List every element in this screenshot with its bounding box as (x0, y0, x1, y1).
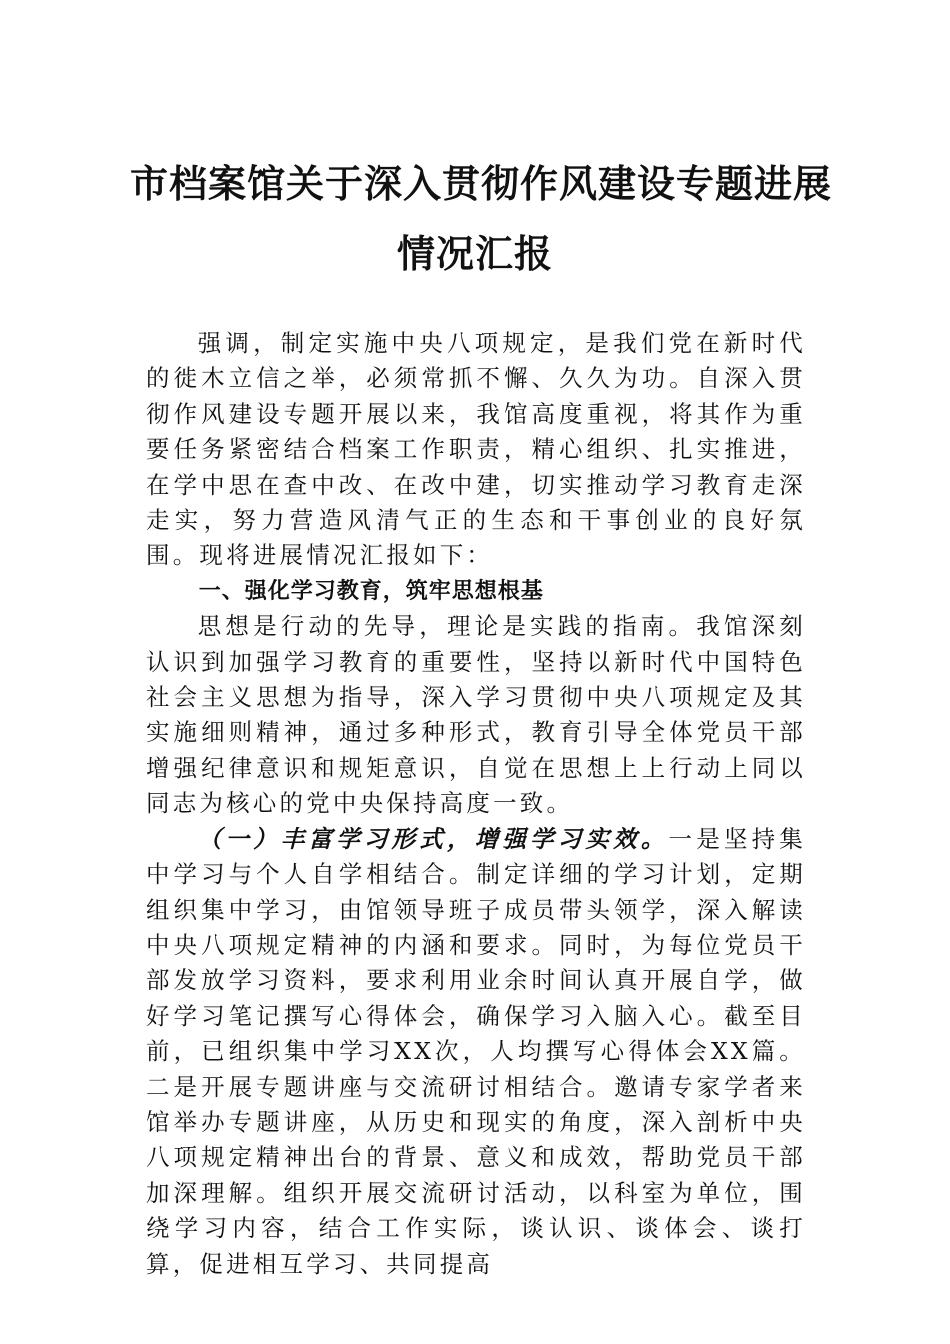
document-title-line2: 情况汇报 (396, 231, 553, 276)
subsection-heading-1: （一）丰富学习形式，增强学习实效。 (197, 824, 669, 853)
subsection-text-1: 一是坚持集中学习与个人自学相结合。制定详细的学习计划，定期组织集中学习，由馆领导班子成员带头领学，深入解读中央八项规定精神的内涵和要求。同时，为每位党员干部发放学习资料，要求利用业余时间认真开展自学，做好学习笔记撰写心得体会，确保学习入脑入心。截至目前，已组织集中学习XX次，人均撰写心得体会XX篇。二是开展专题讲座与交流研讨相结合。邀请专家学者来馆举办专题讲座，从历史和现实的角度，深入剖析中央八项规定精神出台的背景、意义和成效，帮助党员干部加深理解。组织开展交流研讨活动，以科室为单位，围绕学习内容，结合工作实际，谈认识、谈体会、谈打算，促进相互学习、共同提高 (146, 824, 806, 1278)
document-title-line1: 市档案馆关于深入贯彻作风建设专题进展 (130, 161, 833, 206)
subsection-paragraph (146, 822, 806, 1282)
section-heading-1: 一、强化学习教育，筑牢思想根基 (198, 578, 544, 604)
section1-paragraph: 思想是行动的先导，理论是实践的指南。我馆深刻认识到加强学习教育的重要性，坚持以新时代中国特色社会主义思想为指导，深入学习贯彻中央八项规定及其实施细则精神，通过多种形式，教育引导全体党员干部增强纪律意识和规矩意识，自觉在思想上上行动上同以同志为核心的党中央保持高度一致。 (146, 612, 806, 818)
intro-paragraph: 强调，制定实施中央八项规定，是我们党在新时代的徙木立信之举，必须常抓不懈、久久为功。自深入贯彻作风建设专题开展以来，我馆高度重视，将其作为重要任务紧密结合档案工作职责，精心组织、扎实推进，在学中思在查中改、在改中建，切实推动学习教育走深走实，努力营造风清气正的生态和干事创业的良好氛围。现将进展情况汇报如下： (146, 329, 806, 570)
document-body (146, 326, 806, 1282)
